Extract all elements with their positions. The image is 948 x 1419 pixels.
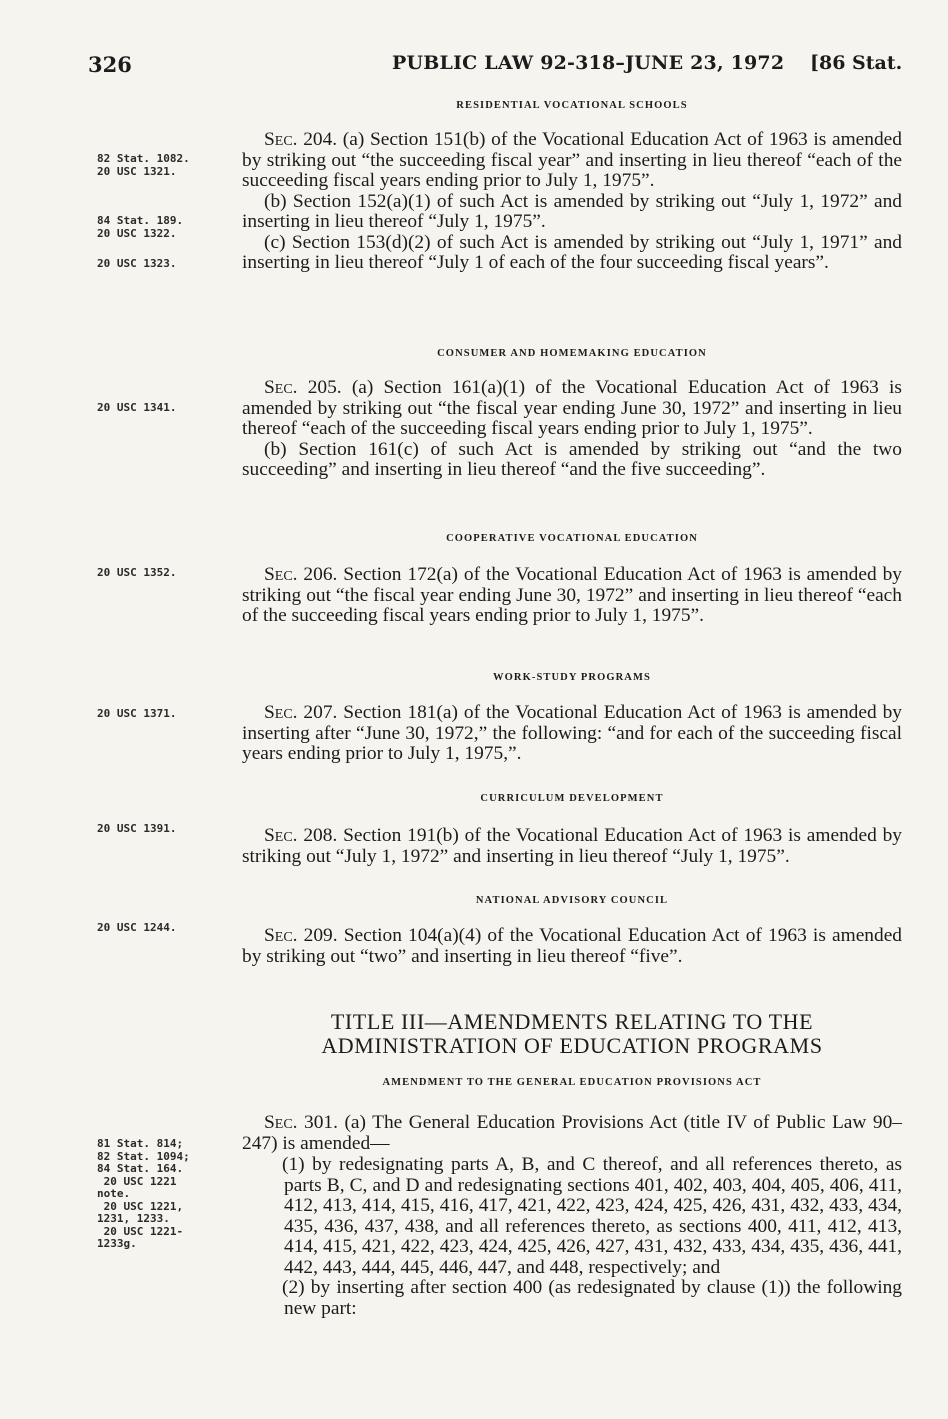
statute-volume: [86 Stat. — [810, 52, 903, 74]
section-207: Sec. 207. Section 181(a) of the Vocational Education Act of 1963 is amended by inserting after “June 30, 1972,” the following: “and for each of the succeeding fiscal years ending prior to July 1, 1975,”. — [242, 702, 902, 764]
section-209: Sec. 209. Section 104(a)(4) of the Vocational Education Act of 1963 is amended by striking out “two” and inserting in lieu thereof “five”. — [242, 925, 902, 967]
margin-note-208: 20 USC 1391. — [97, 822, 177, 835]
section-204-b: (b) Section 152(a)(1) of such Act is amended by striking out “July 1, 1972” and inserting in lieu thereof “July 1, 1975”. — [242, 190, 902, 232]
section-204 — [242, 130, 902, 274]
section-205-a: Sec. 205. (a) Section 161(a)(1) of the Vocational Education Act of 1963 is amended by striking out “the fiscal year ending June 30, 1972” and inserting in lieu thereof “each of the succeeding fiscal years ending prior to July 1, 1975”. — [242, 377, 902, 439]
section-205 — [242, 378, 902, 481]
heading-advisory: NATIONAL ADVISORY COUNCIL — [475, 895, 669, 906]
margin-note-204c: 20 USC 1323. — [97, 257, 177, 270]
heading-residential: RESIDENTIAL VOCATIONAL SCHOOLS — [456, 100, 688, 111]
margin-note-301: 81 Stat. 814; 82 Stat. 1094; 84 Stat. 164. 20 USC 1221 note. 20 USC 1221, 1231, 1233. 20 USC 1221- 1233g. — [97, 1137, 190, 1250]
section-204-a: Sec. 204. (a) Section 151(b) of the Vocational Education Act of 1963 is amended by striking out “the succeeding fiscal year” and inserting in lieu thereof “each of the succeeding fiscal years ending prior to July 1, 1975”. — [242, 129, 902, 191]
heading-gepa: AMENDMENT TO THE GENERAL EDUCATION PROVISIONS ACT — [382, 1077, 762, 1088]
margin-note-209: 20 USC 1244. — [97, 921, 177, 934]
section-205-b: (b) Section 161(c) of such Act is amended by striking out “and the two succeeding” and inserting in lieu thereof “and the five succeeding”. — [242, 438, 902, 480]
section-206: Sec. 206. Section 172(a) of the Vocational Education Act of 1963 is amended by striking out “the fiscal year ending June 30, 1972” and inserting in lieu thereof “each of the succeeding fiscal years ending prior to July 1, 1975”. — [242, 564, 902, 626]
clause-1: (1) by redesignating parts A, B, and C thereof, and all references thereto, as parts B, C, and D and redesignating sections 401, 402, 403, 404, 405, 406, 411, 412, 413, 414, 415, 416, 417, 421, 422, 423, 424, 425, 426, 431, 432, 433, 434, 435, 436, 437, 438, and all references thereto, as sections 400, 411, 412, 413, 414, 415, 421, 422, 423, 424, 425, 426, 427, 431, 432, 433, 434, 435, 436, 441, 442, 443, 444, 445, 446, 447, and 448, respectively; and — [282, 1154, 902, 1278]
section-208: Sec. 208. Section 191(b) of the Vocational Education Act of 1963 is amended by striking out “July 1, 1972” and inserting in lieu thereof “July 1, 1975”. — [242, 825, 902, 867]
margin-note-204a: 82 Stat. 1082. 20 USC 1321. — [97, 152, 190, 178]
section-301-a: Sec. 301. (a) The General Education Provisions Act (title IV of Public Law 90–247) is amended— — [242, 1112, 902, 1154]
clause-2: (2) by inserting after section 400 (as redesignated by clause (1)) the following new part: — [282, 1277, 902, 1319]
title-iii-heading: TITLE III—AMENDMENTS RELATING TO THE ADMINISTRATION OF EDUCATION PROGRAMS — [321, 1009, 823, 1058]
section-204-c: (c) Section 153(d)(2) of such Act is amended by striking out “July 1, 1971” and inserting in lieu thereof “July 1 of each of the four succeeding fiscal years”. — [242, 231, 902, 273]
page-number: 326 — [88, 52, 132, 77]
margin-note-207: 20 USC 1371. — [97, 707, 177, 720]
heading-workstudy: WORK-STUDY PROGRAMS — [493, 672, 651, 683]
section-301 — [242, 1113, 902, 1154]
heading-cooperative: COOPERATIVE VOCATIONAL EDUCATION — [446, 533, 698, 544]
margin-note-205: 20 USC 1341. — [97, 401, 177, 414]
heading-curriculum: CURRICULUM DEVELOPMENT — [480, 793, 664, 804]
section-301-items — [284, 1155, 902, 1319]
margin-note-204b: 84 Stat. 189. 20 USC 1322. — [97, 214, 184, 240]
page-header — [0, 52, 948, 82]
running-title: PUBLIC LAW 92-318–JUNE 23, 1972 — [392, 52, 785, 74]
margin-note-206: 20 USC 1352. — [97, 566, 177, 579]
heading-consumer: CONSUMER AND HOMEMAKING EDUCATION — [437, 348, 707, 359]
